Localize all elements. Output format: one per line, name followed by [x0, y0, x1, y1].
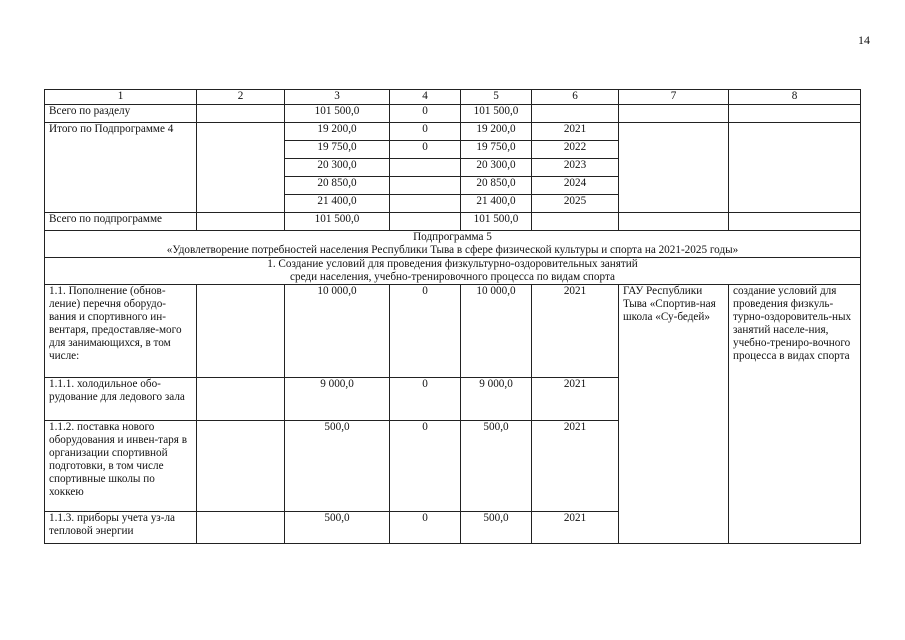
cell-amount: 500,0: [285, 512, 390, 544]
cell-amount: 0: [390, 105, 461, 123]
header-cell: 3: [285, 90, 390, 105]
section-total-label: Всего по разделу: [45, 105, 197, 123]
cell-amount: 0: [390, 141, 461, 159]
cell-amount: 0: [390, 512, 461, 544]
page-number: 14: [858, 33, 870, 47]
subprogram4-row: [45, 123, 861, 141]
cell-year: 2023: [532, 159, 619, 177]
cell-amount: 19 200,0: [285, 123, 390, 141]
subprogram-total-row: [45, 213, 861, 231]
subprogram4-label: Итого по Подпрограмме 4: [45, 123, 197, 213]
cell-amount: 0: [390, 285, 461, 378]
cell-amount: [390, 177, 461, 195]
cell-year: 2021: [532, 123, 619, 141]
cell-year: 2024: [532, 177, 619, 195]
executor-cell: ГАУ Республики Тыва «Спортив-ная школа «Су-бедей»: [619, 285, 729, 544]
header-cell: 8: [729, 90, 861, 105]
cell-amount: 20 850,0: [461, 177, 532, 195]
cell-year: 2021: [532, 421, 619, 512]
header-row: [45, 90, 861, 105]
cell-amount: 10 000,0: [285, 285, 390, 378]
cell-year: 2022: [532, 141, 619, 159]
header-cell: 1: [45, 90, 197, 105]
cell-amount: 20 850,0: [285, 177, 390, 195]
cell-amount: [390, 195, 461, 213]
cell-amount: 0: [390, 421, 461, 512]
cell-year: 2025: [532, 195, 619, 213]
subprogram5-name: «Удовлетворение потребностей населения Республики Тыва в сфере физической культуры и спорта на 2021-2025 годы»: [166, 244, 739, 256]
result-cell: создание условий для проведения физкуль-турно-оздоровитель-ных занятий населе-ния, учебно-трениро-вочного процесса в видах спорта: [729, 285, 861, 544]
item-label: 1.1.1. холодильное обо-рудование для ледового зала: [45, 378, 197, 421]
subprogram-total-label: Всего по подпрограмме: [45, 213, 197, 231]
cell-amount: 19 750,0: [285, 141, 390, 159]
cell-amount: 101 500,0: [285, 105, 390, 123]
cell-year: 2021: [532, 512, 619, 544]
item-label: 1.1. Пополнение (обнов-ление) перечня оборудо-вания и спортивного ин-вентаря, предоставляе-мого для занимающихся, в том числе:: [45, 285, 197, 378]
cell-amount: 20 300,0: [285, 159, 390, 177]
header-cell: 2: [197, 90, 285, 105]
cell-amount: 19 750,0: [461, 141, 532, 159]
cell-year: 2021: [532, 378, 619, 421]
cell-amount: [390, 159, 461, 177]
subprogram5-heading-row: [45, 231, 861, 258]
cell-amount: 20 300,0: [461, 159, 532, 177]
cell-amount: 19 200,0: [461, 123, 532, 141]
section-total-row: [45, 105, 861, 123]
item-label: 1.1.2. поставка нового оборудования и инвен-таря в организации спортивной подготовки, в том числе спортивные школы по хоккею: [45, 421, 197, 512]
section1-title-line2: среди населения, учебно-тренировочного процесса по видам спорта: [290, 271, 615, 283]
budget-table: [44, 89, 861, 544]
cell-amount: 0: [390, 378, 461, 421]
cell-amount: 101 500,0: [461, 213, 532, 231]
subprogram5-title: Подпрограмма 5: [413, 231, 492, 243]
cell-year: 2021: [532, 285, 619, 378]
section1-title-line1: 1. Создание условий для проведения физкультурно-оздоровительных занятий: [267, 258, 638, 270]
cell-amount: 0: [390, 123, 461, 141]
cell-amount: 101 500,0: [285, 213, 390, 231]
header-cell: 7: [619, 90, 729, 105]
section1-heading-row: [45, 258, 861, 285]
header-cell: 4: [390, 90, 461, 105]
header-cell: 6: [532, 90, 619, 105]
item-label: 1.1.3. приборы учета уз-ла тепловой энергии: [45, 512, 197, 544]
cell-amount: 500,0: [461, 512, 532, 544]
cell-amount: 500,0: [285, 421, 390, 512]
cell-amount: 10 000,0: [461, 285, 532, 378]
item-row: [45, 285, 861, 378]
header-cell: 5: [461, 90, 532, 105]
cell-amount: 21 400,0: [285, 195, 390, 213]
cell-amount: 9 000,0: [461, 378, 532, 421]
cell-amount: 500,0: [461, 421, 532, 512]
cell-amount: 9 000,0: [285, 378, 390, 421]
cell-amount: 21 400,0: [461, 195, 532, 213]
cell-amount: 101 500,0: [461, 105, 532, 123]
